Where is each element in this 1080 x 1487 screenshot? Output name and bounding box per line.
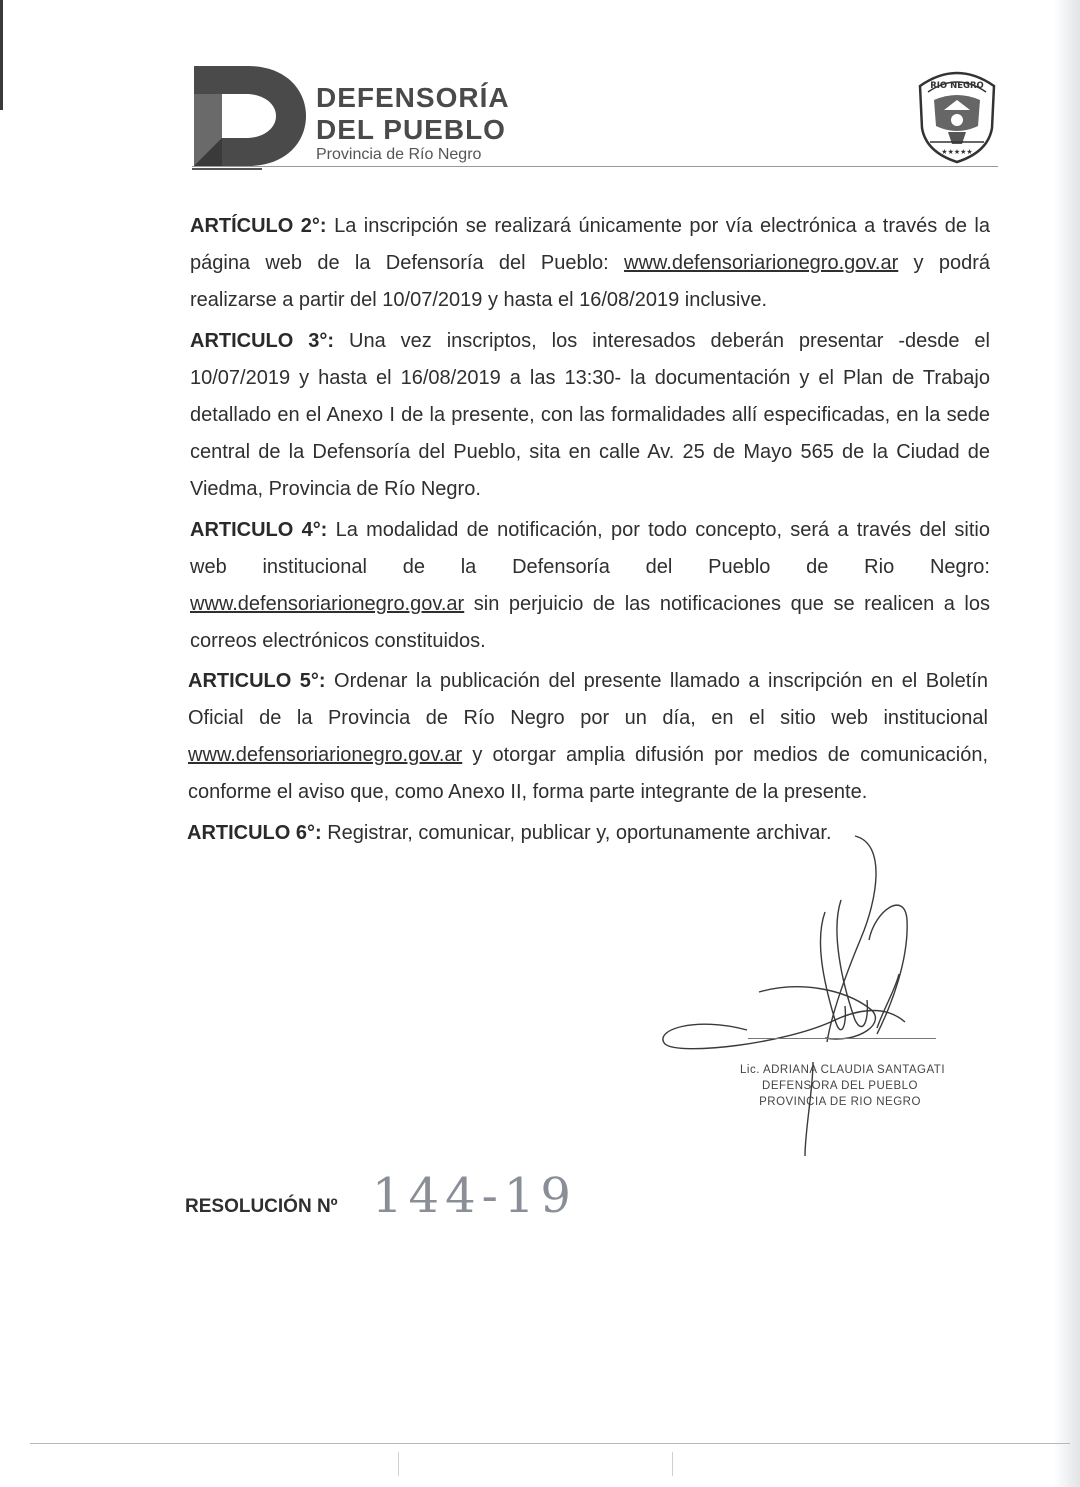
- scan-shadow: [1054, 0, 1080, 1487]
- article-4: [190, 512, 990, 660]
- article-2-text-a: La inscripción se realizará únicamente por vía electrónica a través de la página web de la Defensoría del Pueblo:: [190, 215, 990, 274]
- signatory-role: DEFENSORA DEL PUEBLO: [762, 1080, 918, 1092]
- article-3-text: Una vez inscriptos, los interesados deberán presentar -desde el 10/07/2019 y hasta el 16/08/2019 a las 13:30- la documentación y el Plan de Trabajo detallado en el Anexo I de la presente, con las formalidades allí especificadas, en la sede central de la Defensoría del Pueblo, sita en calle Av. 25 de Mayo 565 de la Ciudad de Viedma, Provincia de Río Negro.: [190, 330, 990, 500]
- scan-edge: [0, 0, 3, 110]
- article-6-label: ARTICULO 6°:: [187, 822, 322, 844]
- article-2-text-b: y podrá realizarse a partir del 10/07/2019 y hasta el 16/08/2019 inclusive.: [190, 252, 991, 311]
- article-3-label: ARTICULO 3°:: [190, 330, 335, 352]
- article-4-text-a: La modalidad de notificación, por todo concepto, será a través del sitio web institucional de la Defensoría del Pueblo de Rio Negro:: [190, 519, 990, 578]
- svg-text:★★★★★: ★★★★★: [941, 148, 973, 156]
- scan-mark: [398, 1452, 399, 1476]
- org-title-line2: DEL PUEBLO: [316, 114, 506, 145]
- header-divider: [192, 166, 998, 167]
- article-2-link[interactable]: www.defensoriarionegro.gov.ar: [624, 252, 899, 274]
- article-3: [190, 323, 990, 508]
- signatory-province: PROVINCIA DE RIO NEGRO: [759, 1096, 921, 1108]
- article-4-label: ARTICULO 4°:: [190, 519, 328, 541]
- article-5: [188, 663, 988, 811]
- org-title-line1: DEFENSORÍA: [316, 82, 510, 113]
- signatory-name: Lic. ADRIANA CLAUDIA SANTAGATI: [740, 1064, 946, 1076]
- signature-line: [748, 1038, 936, 1039]
- article-6-text: Registrar, comunicar, publicar y, oportunamente archivar.: [321, 822, 832, 844]
- article-5-text-b: y otorgar amplia difusión por medios de comunicación, conforme el aviso que, como Anexo II, forma parte integrante de la presente.: [188, 744, 988, 803]
- defensoria-logo-icon: [190, 64, 310, 168]
- article-2-label: ARTÍCULO 2°:: [190, 215, 327, 237]
- article-4-text-b: sin perjuicio de las notificaciones que se realicen a los correos electrónicos constituidos.: [190, 593, 990, 652]
- resolution-label: RESOLUCIÓN Nº: [185, 1196, 338, 1217]
- rio-negro-crest-icon: [914, 66, 1000, 166]
- crest-text: RIO NEGRO: [930, 81, 984, 91]
- handwritten-signature: [655, 830, 945, 1160]
- article-5-link[interactable]: www.defensoriarionegro.gov.ar: [188, 744, 463, 766]
- scan-mark: [672, 1452, 673, 1476]
- article-4-link[interactable]: www.defensoriarionegro.gov.ar: [190, 593, 465, 615]
- resolution-number-stamp: 144-19: [372, 1168, 577, 1224]
- article-5-text-a: Ordenar la publicación del presente llamado a inscripción en el Boletín Oficial de la Provincia de Río Negro por un día, en el sitio web institucional: [188, 670, 988, 729]
- header-divider-accent: [192, 168, 262, 170]
- article-5-label: ARTICULO 5°:: [188, 670, 326, 692]
- org-subtitle: Provincia de Río Negro: [316, 146, 482, 163]
- article-2: [190, 208, 990, 319]
- page-footer-rule: [30, 1443, 1070, 1444]
